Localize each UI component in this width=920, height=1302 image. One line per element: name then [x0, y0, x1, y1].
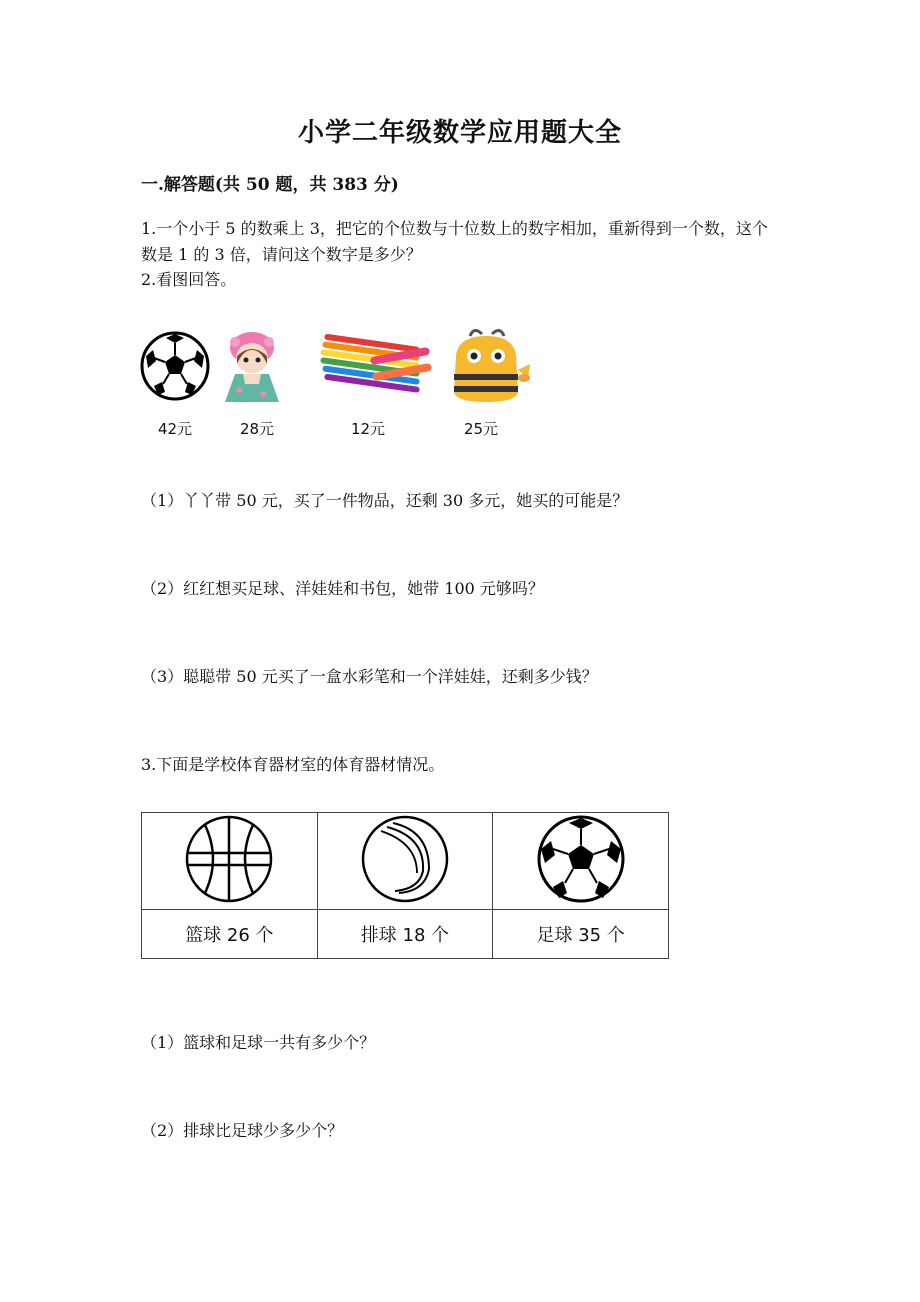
item-soccer-ball	[140, 328, 210, 406]
backpack-icon	[440, 326, 534, 406]
price-soccer-ball: 42元	[157, 420, 193, 438]
equipment-table	[141, 812, 669, 959]
question-3-sub-2: （2）排球比足球少多少个？	[141, 1121, 344, 1140]
question-2-sub-3: （3）聪聪带 50 元买了一盒水彩笔和一个洋娃娃，还剩多少钱？	[141, 667, 598, 686]
question-2-sub-2: （2）红红想买足球、洋娃娃和书包，她带 100 元够吗？	[141, 579, 544, 598]
question-1: 1.一个小于 5 的数乘上 3，把它的个位数与十位数上的数字相加，重新得到一个数，这个数是 1 的 3 倍，请问这个数字是多少？	[141, 219, 768, 264]
label-basketball: 篮球 26 个	[142, 910, 318, 959]
label-soccer-ball: 足球 35 个	[493, 910, 669, 959]
item-doll	[213, 328, 291, 410]
price-doll: 28元	[239, 420, 275, 438]
watercolor-pens-icon	[310, 334, 440, 396]
price-watercolor-pens: 12元	[350, 420, 386, 438]
item-watercolor-pens	[310, 334, 440, 400]
item-backpack	[440, 326, 534, 410]
question-3-sub-1: （1）篮球和足球一共有多少个？	[141, 1033, 376, 1052]
question-3-prompt: 3.下面是学校体育器材室的体育器材情况。	[141, 755, 445, 774]
section-heading: 一.解答题(共 50 题，共 383 分)	[141, 175, 399, 195]
question-2-prompt: 2.看图回答。	[141, 270, 237, 289]
table-cell-basketball	[142, 813, 318, 910]
soccer-ball-icon	[535, 813, 627, 905]
soccer-ball-icon	[140, 328, 210, 402]
table-cell-volleyball	[317, 813, 493, 910]
page-title: 小学二年级数学应用题大全	[297, 118, 622, 148]
label-volleyball: 排球 18 个	[317, 910, 493, 959]
basketball-icon	[183, 813, 275, 905]
question-2-sub-1: （1）丫丫带 50 元，买了一件物品，还剩 30 多元，她买的可能是？	[141, 491, 629, 510]
doll-icon	[213, 328, 291, 406]
price-backpack: 25元	[463, 420, 499, 438]
volleyball-icon	[359, 813, 451, 905]
table-cell-soccer-ball	[493, 813, 669, 910]
